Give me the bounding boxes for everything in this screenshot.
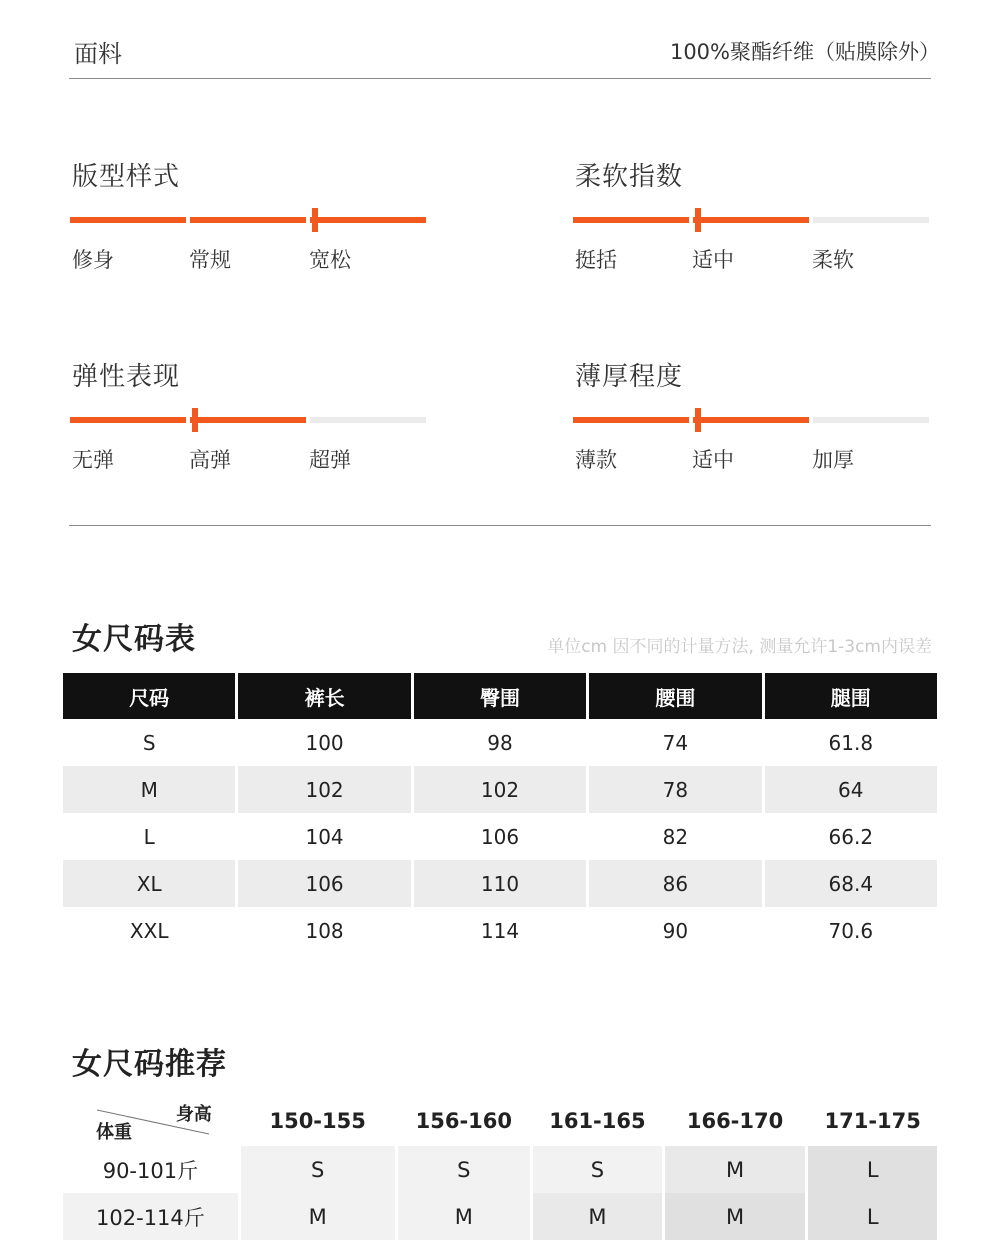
height-header: 161-165 (533, 1096, 662, 1146)
table-cell: 82 (662, 824, 689, 849)
size-table-title: 女尺码表 (72, 622, 196, 657)
table-row (63, 813, 937, 860)
size-cell: M (665, 1193, 806, 1240)
scale-marker (695, 208, 701, 232)
table-cell: 68.4 (765, 860, 937, 907)
table-cell: 114 (480, 918, 520, 943)
size-cell: M (398, 1193, 531, 1240)
table-cell: 104 (305, 824, 344, 849)
recommend-title: 女尺码推荐 (72, 1047, 227, 1082)
size-cell: S (533, 1146, 662, 1193)
column-header: 裤长 (238, 673, 410, 719)
scale-marker (695, 408, 701, 432)
recommend-table (60, 1096, 940, 1240)
height-header: 156-160 (398, 1096, 531, 1146)
fabric-label: 面料 (74, 40, 122, 68)
table-cell: S (142, 730, 156, 755)
table-cell: 61.8 (828, 730, 874, 755)
scale-label-mid: 适中 (692, 448, 734, 472)
table-cell: 108 (305, 918, 344, 943)
table-cell: 66.2 (828, 824, 874, 849)
scale-segment (190, 417, 306, 423)
table-cell: 78 (589, 766, 761, 813)
scale-segment (310, 217, 426, 223)
table-cell: 64 (765, 766, 937, 813)
scale-label-high: 超弹 (309, 448, 351, 472)
scale-label-high: 宽松 (309, 248, 351, 272)
table-cell: 86 (589, 860, 761, 907)
scale-label-mid: 常规 (189, 248, 231, 272)
size-cell: M (533, 1193, 662, 1240)
column-header: 臀围 (414, 673, 586, 719)
table-header-row (63, 673, 937, 719)
table-row (63, 766, 937, 813)
table-cell: 102 (414, 766, 586, 813)
weight-label: 102-114斤 (63, 1193, 238, 1240)
size-cell: M (241, 1193, 395, 1240)
scale-label-high: 加厚 (812, 448, 854, 472)
attr-title-fit: 版型样式 (72, 162, 181, 192)
column-header: 腿围 (765, 673, 937, 719)
table-cell: 90 (662, 918, 689, 943)
scale-elasticity (70, 408, 426, 472)
table-row (63, 860, 937, 907)
scale-marker (192, 408, 198, 432)
table-cell: 106 (238, 860, 410, 907)
scale-marker (312, 208, 318, 232)
table-header-row (63, 1096, 937, 1146)
table-cell: M (63, 766, 235, 813)
scale-fit (70, 208, 426, 272)
size-cell: L (808, 1146, 937, 1193)
table-cell: XXL (129, 918, 169, 943)
table-cell: 98 (487, 730, 513, 755)
height-header: 150-155 (241, 1096, 395, 1146)
table-cell: 106 (480, 824, 520, 849)
fabric-value: 100%聚酯纤维（贴膜除外） (669, 40, 940, 64)
table-cell: 74 (662, 730, 689, 755)
weight-label: 90-101斤 (63, 1146, 238, 1193)
size-cell: S (398, 1146, 531, 1193)
column-header: 腰围 (589, 673, 761, 719)
scale-segment (813, 417, 929, 423)
height-header: 171-175 (808, 1096, 937, 1146)
corner-header (63, 1096, 238, 1146)
table-cell: L (143, 824, 155, 849)
attr-title-elasticity: 弹性表现 (72, 362, 181, 392)
table-cell: 70.6 (828, 918, 874, 943)
column-header: 尺码 (63, 673, 235, 719)
divider (69, 525, 931, 526)
scale-label-low: 修身 (72, 248, 114, 272)
table-row (63, 1146, 937, 1193)
scale-segment (693, 417, 809, 423)
scale-segment (693, 217, 809, 223)
scale-label-mid: 高弹 (189, 448, 231, 472)
table-cell: 100 (305, 730, 344, 755)
table-cell: 102 (238, 766, 410, 813)
size-cell: S (241, 1146, 395, 1193)
size-table (60, 673, 940, 954)
scale-label-low: 无弹 (72, 448, 114, 472)
height-header: 166-170 (665, 1096, 806, 1146)
size-cell: M (665, 1146, 806, 1193)
table-row (63, 719, 937, 766)
scale-label-high: 柔软 (812, 248, 854, 272)
size-cell: L (808, 1193, 937, 1240)
table-row (63, 1193, 937, 1240)
measurement-note: 单位cm 因不同的计量方法, 测量允许1-3cm内误差 (547, 637, 932, 657)
table-row (63, 907, 937, 954)
scale-label-low: 挺括 (575, 248, 617, 272)
weight-axis-label: 体重 (96, 1122, 132, 1143)
scale-thickness (573, 408, 929, 472)
scale-label-low: 薄款 (575, 448, 617, 472)
scale-segment (573, 417, 689, 423)
scale-segment (70, 217, 186, 223)
scale-softness (573, 208, 929, 272)
scale-segment (190, 217, 306, 223)
scale-segment (813, 217, 929, 223)
table-cell: XL (63, 860, 235, 907)
height-axis-label: 身高 (175, 1104, 212, 1125)
scale-segment (70, 417, 186, 423)
scale-segment (310, 417, 426, 423)
divider (69, 78, 931, 79)
attr-title-thickness: 薄厚程度 (575, 362, 684, 392)
scale-segment (573, 217, 689, 223)
table-cell: 110 (414, 860, 586, 907)
scale-label-mid: 适中 (692, 248, 734, 272)
attr-title-softness: 柔软指数 (575, 162, 684, 192)
